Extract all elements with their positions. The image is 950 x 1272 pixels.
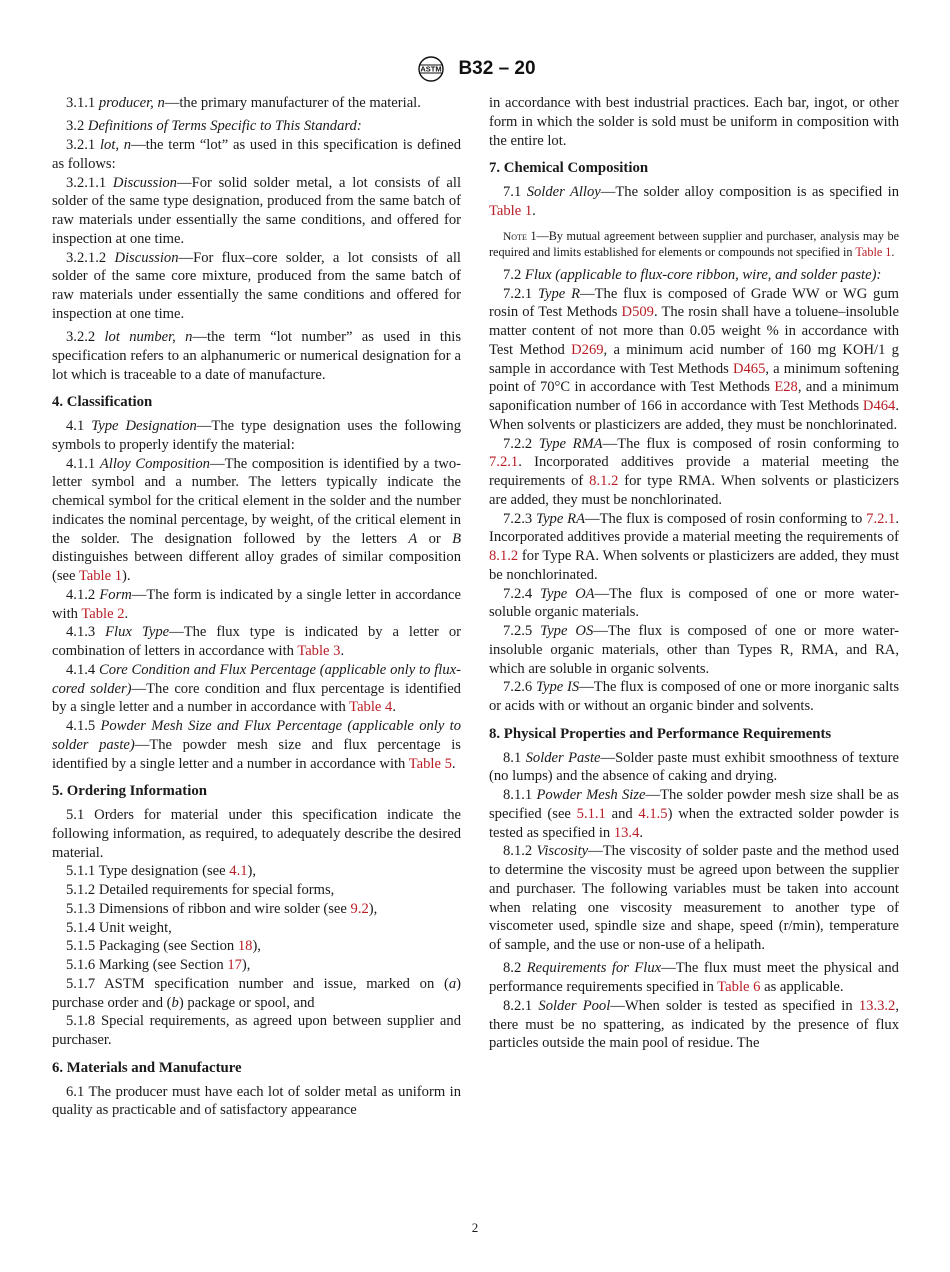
ref-d464[interactable]: D464: [862, 398, 896, 415]
ref-4-1-5[interactable]: 4.1.5: [638, 805, 668, 822]
ref-9-2[interactable]: 9.2: [350, 900, 369, 917]
section-7-2: 7.2 Flux (applicable to flux-core ribbon, wire, and solder paste):: [503, 266, 882, 283]
section-5-1-7: 5.1.7 ASTM specification number and issue, marked on (a) purchase order and (b) package or spool, and: [52, 975, 461, 1011]
section-8-1-1: 8.1.1 Powder Mesh Size—The solder powder mesh size shall be as specified (see 5.1.1 and 4.1.5) when the extracted solder powder is tested as specified in 13.4.: [489, 787, 899, 841]
section-4-1-3: 4.1.3 Flux Type—The flux type is indicated by a letter or combination of letters in accordance with Table 3.: [52, 624, 462, 659]
ref-table-6[interactable]: Table 6: [717, 979, 761, 996]
page-number: 2: [471, 1220, 479, 1235]
section-3-2-1-1: 3.2.1.1 Discussion—For solid solder metal, a lot consists of all solder of the same type designation, produced from the same batch of raw materials under essentially the same conditions, and offered for inspection at one time.: [52, 174, 461, 247]
page-header: [0, 56, 950, 82]
section-4-1-5: 4.1.5 Powder Mesh Size and Flux Percentage (applicable only to solder paste)—The powder mesh size and flux percentage is identified by a single letter and a number in accordance with Table 5.: [52, 718, 461, 772]
section-5-1-4: 5.1.4 Unit weight,: [66, 919, 172, 936]
section-5-1: 5.1 Orders for material under this specification indicate the following information, as required, to adequately describe the desired material.: [52, 807, 461, 861]
section-3-2-1-2: 3.2.1.2 Discussion—For flux–core solder, a lot consists of all solder of the same core mixture, produced from the same batch of raw materials under essentially the same conditions and offered for inspection at one time.: [52, 249, 461, 322]
ref-7-2-1[interactable]: 7.2.1: [866, 510, 896, 527]
section-7-2-3: 7.2.3 Type RA—The flux is composed of rosin conforming to 7.2.1. Incorporated additives provide a material meeting the requirements of 8.1.2 for Type RA. When solvents or plasticizers are added, they must be nonchlorinated.: [489, 510, 899, 583]
section-7-2-2: 7.2.2 Type RMA—The flux is composed of rosin conforming to 7.2.1. Incorporated additives provide a material meeting the requirements of 8.1.2 for type RMA. When solvents or plasticizers are added, they must be nonchlorinated.: [489, 435, 900, 508]
left-column: [52, 94, 461, 1120]
heading-classification: 4. Classification: [52, 394, 153, 411]
section-8-1-2: 8.1.2 Viscosity—The viscosity of solder paste and the method used to determine the viscosity must be agreed upon between the supplier and purchaser. The following variables must be taken into account when relating one viscosity measurement to another type of viscometer used, spindle size and shape, speed (r/min), temperature of sample, and the use or non-use of a helipath.: [489, 843, 899, 954]
section-5-1-3: 5.1.3 Dimensions of ribbon and wire solder (see 9.2),: [66, 900, 378, 917]
section-7-2-1: 7.2.1 Type R—The flux is composed of Grade WW or WG gum rosin of Test Methods D509. The rosin shall have a toluene–insoluble matter content of not more than 0.05 weight % in accordance with Test Method D269, a minimum acid number of 160 mg KOH/1 g sample in accordance with Test Methods D465, a minimum softening point of 70°C in accordance with Test Methods E28, and a minimum saponification number of 166 in accordance with Test Methods D464. When solvents or plasticizers are added, they must be nonchlorinated.: [489, 285, 900, 433]
ref-section-17[interactable]: 17: [227, 957, 242, 973]
section-5-1-6: 5.1.6 Marking (see Section 17),: [66, 957, 251, 973]
section-5-1-1: 5.1.1 Type designation (see 4.1),: [66, 863, 257, 880]
heading-ordering-information: 5. Ordering Information: [52, 783, 207, 800]
section-8-2-1: 8.2.1 Solder Pool—When solder is tested as specified in 13.3.2, there must be no spattering, as indicated by the presence of flux particles outside the main pool of residue. The: [489, 997, 899, 1052]
ref-4-1[interactable]: 4.1: [229, 863, 248, 880]
section-8-2: 8.2 Requirements for Flux—The flux must meet the physical and performance requirements specified in Table 6 as applicable.: [489, 960, 899, 996]
ref-table-3[interactable]: Table 3: [297, 643, 341, 659]
section-5-1-8: 5.1.8 Special requirements, as agreed upon between supplier and purchaser.: [52, 1013, 461, 1048]
ref-d465[interactable]: D465: [732, 360, 766, 377]
section-7-2-6: 7.2.6 Type IS—The flux is composed of one or more inorganic salts or acids with or without an organic binder and solvents.: [489, 679, 899, 715]
ref-13-3-2[interactable]: 13.3.2: [858, 997, 896, 1014]
ref-table-5[interactable]: Table 5: [408, 755, 452, 772]
section-4-1-1: 4.1.1 Alloy Composition—The composition is identified by a two-letter symbol and a number. The letters typically indicate the chemical symbol for the critical element in the solder and the number indicates the nominal percentage, by weight, of the critical element in the solder. The designation followed by the letters A or B distinguishes between different alloy grades of similar composition (see Table 1).: [52, 455, 461, 584]
document-designation: B32 – 20: [458, 58, 536, 79]
svg-text:ASTM: ASTM: [420, 64, 443, 74]
section-3-2-2: 3.2.2 lot number, n—the term “lot number” as used in this specification refers to an alphanumeric or numerical designation for a lot which is traceable to a date of manufacture.: [52, 329, 461, 383]
section-6-1-continued: in accordance with best industrial practices. Each bar, ingot, or other form in which the solder is sold must be uniform in composition with the entire lot.: [489, 95, 899, 149]
ref-table-1[interactable]: Table 1: [489, 202, 533, 219]
ref-table-1[interactable]: Table 1: [78, 568, 123, 584]
section-7-2-5: 7.2.5 Type OS—The flux is composed of one or more water-insoluble organic materials, other than Types R, RMA, and RA, which are soluble in organic solvents.: [489, 623, 899, 677]
section-5-1-2: 5.1.2 Detailed requirements for special forms,: [66, 882, 335, 898]
ref-8-1-2[interactable]: 8.1.2: [489, 548, 519, 565]
ref-5-1-1[interactable]: 5.1.1: [576, 805, 606, 822]
section-7-2-4: 7.2.4 Type OA—The flux is composed of one or more water-soluble organic materials.: [489, 585, 900, 621]
heading-chemical-composition: 7. Chemical Composition: [489, 160, 649, 177]
section-7-1: 7.1 Solder Alloy—The solder alloy composition is as specified in Table 1.: [489, 184, 899, 219]
astm-logo: [414, 56, 448, 82]
section-3-2-1: 3.2.1 lot, n—the term “lot” as used in this specification is defined as follows:: [52, 137, 462, 172]
ref-13-4[interactable]: 13.4: [613, 824, 640, 841]
ref-d509[interactable]: D509: [621, 304, 654, 321]
ref-7-2-1[interactable]: 7.2.1: [489, 454, 519, 471]
note-1: Note 1—By mutual agreement between supplier and purchaser, analysis may be required and limits established for elements or compounds not specified in Table 1.: [489, 228, 899, 259]
section-4-1-4: 4.1.4 Core Condition and Flux Percentage (applicable only to flux-cored solder)—The core condition and flux percentage is identified by a single letter and a number in accordance with Table 4.: [52, 661, 461, 716]
section-3-1-1: 3.1.1 producer, n—the primary manufacturer of the material.: [66, 95, 421, 111]
section-4-1-2: 4.1.2 Form—The form is indicated by a single letter in accordance with Table 2.: [52, 586, 461, 622]
ref-section-18[interactable]: 18: [237, 938, 253, 955]
section-4-1: 4.1 Type Designation—The type designation uses the following symbols to properly identify the material:: [52, 418, 461, 453]
heading-physical-properties: 8. Physical Properties and Performance Requirements: [489, 725, 832, 742]
heading-materials-and-manufacture: 6. Materials and Manufacture: [52, 1059, 242, 1076]
right-column: [489, 94, 899, 1053]
ref-8-1-2[interactable]: 8.1.2: [589, 473, 619, 490]
section-6-1: 6.1 The producer must have each lot of solder metal as uniform in quality as practicable and of satisfactory appearance: [52, 1083, 461, 1119]
section-3-2: 3.2 Definitions of Terms Specific to This Standard:: [66, 118, 362, 135]
ref-e28[interactable]: E28: [774, 379, 798, 396]
ref-table-2[interactable]: Table 2: [81, 605, 125, 622]
section-8-1: 8.1 Solder Paste—Solder paste must exhibit smoothness of texture (no lumps) and the absence of caking and drying.: [489, 749, 899, 785]
ref-table-1[interactable]: Table 1: [855, 244, 892, 259]
ref-table-4[interactable]: Table 4: [349, 699, 393, 716]
section-5-1-5: 5.1.5 Packaging (see Section 18),: [66, 938, 261, 955]
ref-d269[interactable]: D269: [571, 341, 604, 358]
